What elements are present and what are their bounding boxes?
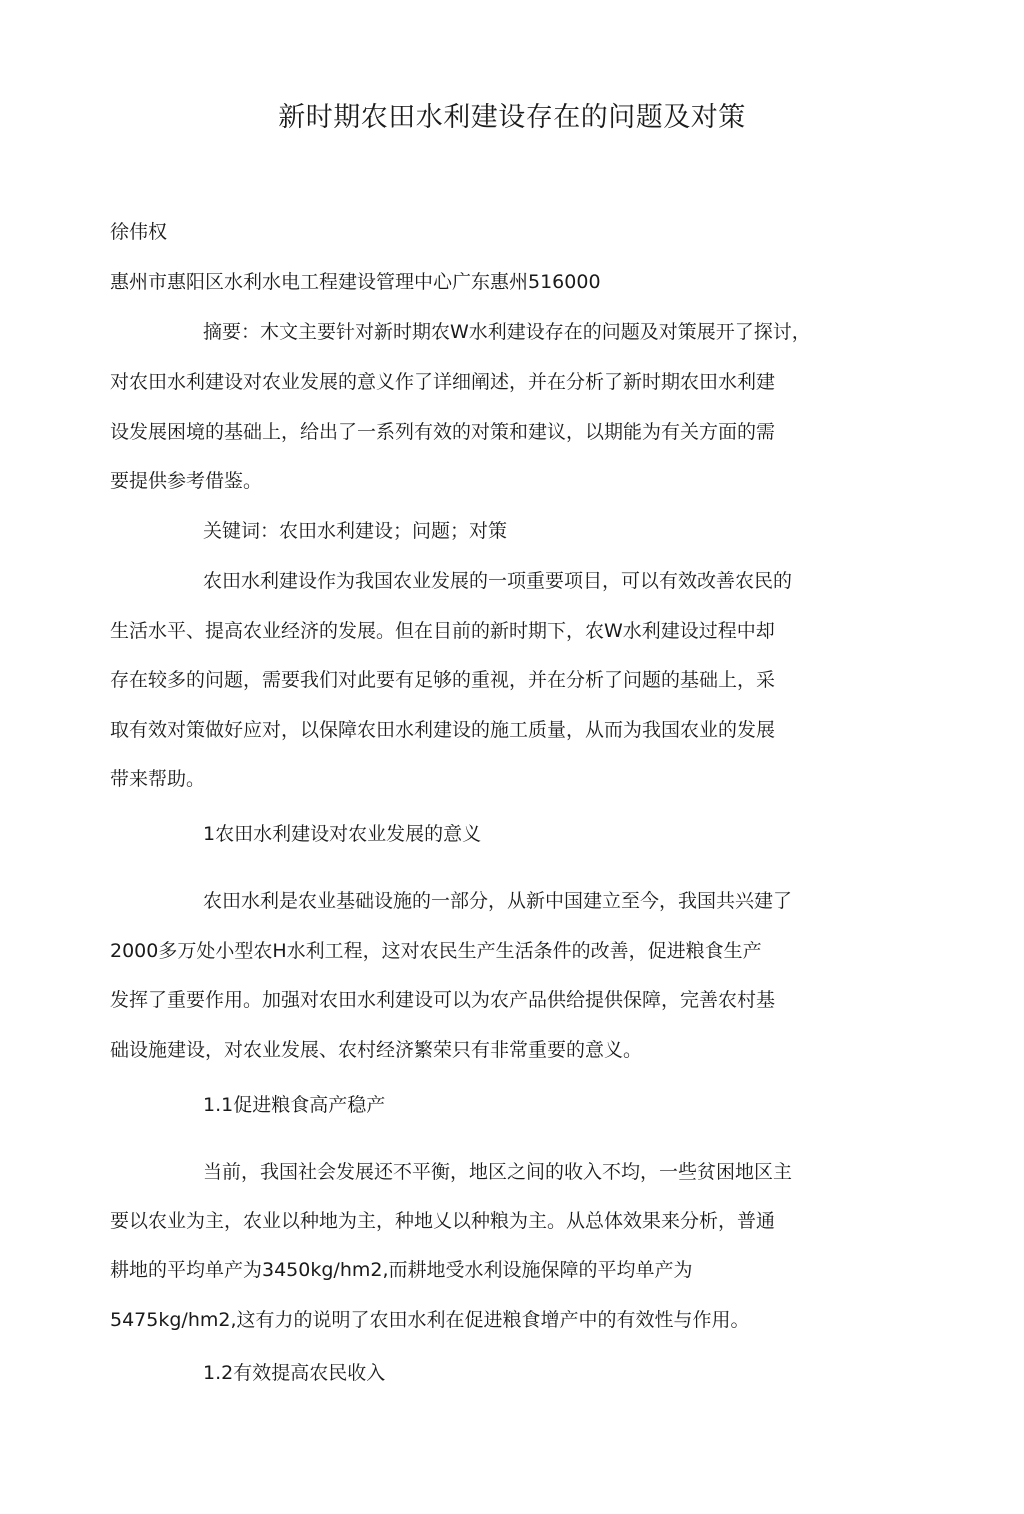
abstract-line: 要提供参考借鉴。 [110, 470, 263, 492]
abstract-line: 对农田水利建设对农业发展的意义作了详细阐述，并在分析了新时期农田水利建 [110, 371, 776, 393]
body-line: 农田水利是农业基础设施的一部分，从新中国建立至今，我国共兴建了 [203, 890, 793, 912]
body-line: 发挥了重要作用。加强对农田水利建设可以为农产品供给提供保障，完善农村基 [110, 989, 776, 1011]
abstract-line: 摘要：木文主要针对新时期农W水利建设存在的问题及对策展开了探讨， [203, 321, 811, 343]
author-affiliation: 惠州市惠阳区水利水电工程建设管理中心广东惠州516000 [110, 271, 601, 293]
body-line: 取有效对策做好应对，以保障农田水利建设的施工质量，从而为我国农业的发展 [110, 719, 776, 741]
section-heading: 1农田水利建设对农业发展的意义 [203, 823, 482, 845]
body-line: 存在较多的问题，需要我们对此要有足够的重视，并在分析了问题的基础上，采 [110, 669, 776, 691]
subsection-heading: 1.1促进粮食高产稳产 [203, 1094, 386, 1116]
body-line: 2000多万处小型农H水利工程，这对农民生产生活条件的改善，促进粮食生产 [110, 940, 762, 962]
body-line: 础设施建设，对农业发展、农村经济繁荣只有非常重要的意义。 [110, 1039, 643, 1061]
body-line: 农田水利建设作为我国农业发展的一项重要项目，可以有效改善农民的 [203, 570, 793, 592]
subsection-heading: 1.2有效提高农民收入 [203, 1362, 386, 1384]
body-line: 5475kg/hm2,这有力的说明了农田水利在促进粮食增产中的有效性与作用。 [110, 1309, 750, 1331]
abstract-line: 设发展困境的基础上，给出了一系列有效的对策和建议，以期能为有关方面的需 [110, 421, 776, 443]
body-line: 生活水平、提高农业经济的发展。但在目前的新时期下，农W水利建设过程中却 [110, 620, 775, 642]
keywords-line: 关键词：农田水利建设；问题；对策 [203, 520, 508, 542]
author-name: 徐伟权 [110, 221, 168, 243]
document-title: 新时期农田水利建设存在的问题及对策 [278, 102, 746, 133]
body-line: 带来帮助。 [110, 768, 206, 790]
body-line: 要以农业为主，农业以种地为主，种地乂以种粮为主。从总体效果来分析，普通 [110, 1210, 776, 1232]
body-line: 耕地的平均单产为3450kg/hm2,而耕地受水利设施保障的平均单产为 [110, 1259, 693, 1281]
body-line: 当前，我国社会发展还不平衡，地区之间的收入不均，一些贫困地区主 [203, 1161, 793, 1183]
